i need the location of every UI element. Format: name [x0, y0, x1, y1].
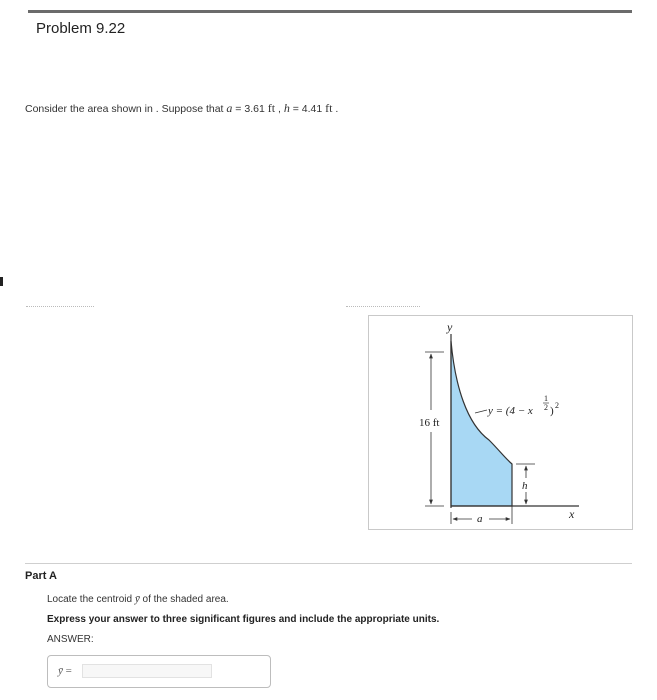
faint-divider-right [346, 306, 420, 307]
shaded-area [451, 341, 512, 506]
curve-equation-main: y = (4 − x [488, 405, 533, 417]
answer-var: ȳ [58, 665, 63, 677]
part-divider [25, 563, 632, 564]
var-a: a [226, 101, 233, 115]
faint-divider-left [26, 306, 94, 307]
h-unit: ft [325, 101, 333, 115]
area-diagram [369, 316, 632, 529]
left-edge-marker [0, 277, 3, 286]
statement-end: . [332, 103, 339, 115]
a-label: a [477, 513, 483, 525]
answer-box [47, 655, 271, 688]
a-unit: ft [267, 101, 276, 115]
express-instruction: Express your answer to three significant figures and include the appropriate units. [47, 614, 440, 625]
statement-prefix: Consider the area shown in . Suppose that [25, 103, 227, 115]
var-h: h [283, 101, 290, 115]
instruction-var: ȳ [134, 593, 140, 605]
answer-eq: = [62, 665, 72, 677]
part-a-instruction [47, 593, 229, 605]
h-label: h [522, 480, 528, 492]
top-divider [28, 10, 632, 13]
curve-leader-line [475, 410, 487, 413]
curve-exp-outer: 2 [555, 401, 559, 410]
x-axis-label: x [569, 507, 575, 521]
y-axis-label: y [447, 320, 453, 334]
part-a-label: Part A [25, 570, 57, 582]
height-label: 16 ft [419, 417, 440, 429]
instruction-suffix: of the shaded area. [139, 594, 229, 605]
area-figure [368, 315, 633, 530]
answer-heading: ANSWER: [47, 634, 94, 645]
instruction-prefix: Locate the centroid [47, 594, 135, 605]
problem-title: Problem 9.22 [36, 20, 126, 37]
a-value: = 3.61 [232, 103, 268, 115]
curve-exp-den: 2 [544, 403, 548, 412]
answer-label [58, 665, 72, 677]
answer-input[interactable] [82, 664, 212, 678]
h-value: = 4.41 [289, 103, 326, 115]
curve-exp-num: 1 [544, 394, 548, 403]
problem-statement [25, 101, 338, 116]
statement-sep: , [275, 103, 284, 115]
curve-equation [487, 405, 533, 417]
curve-close-paren: ) [550, 405, 554, 417]
